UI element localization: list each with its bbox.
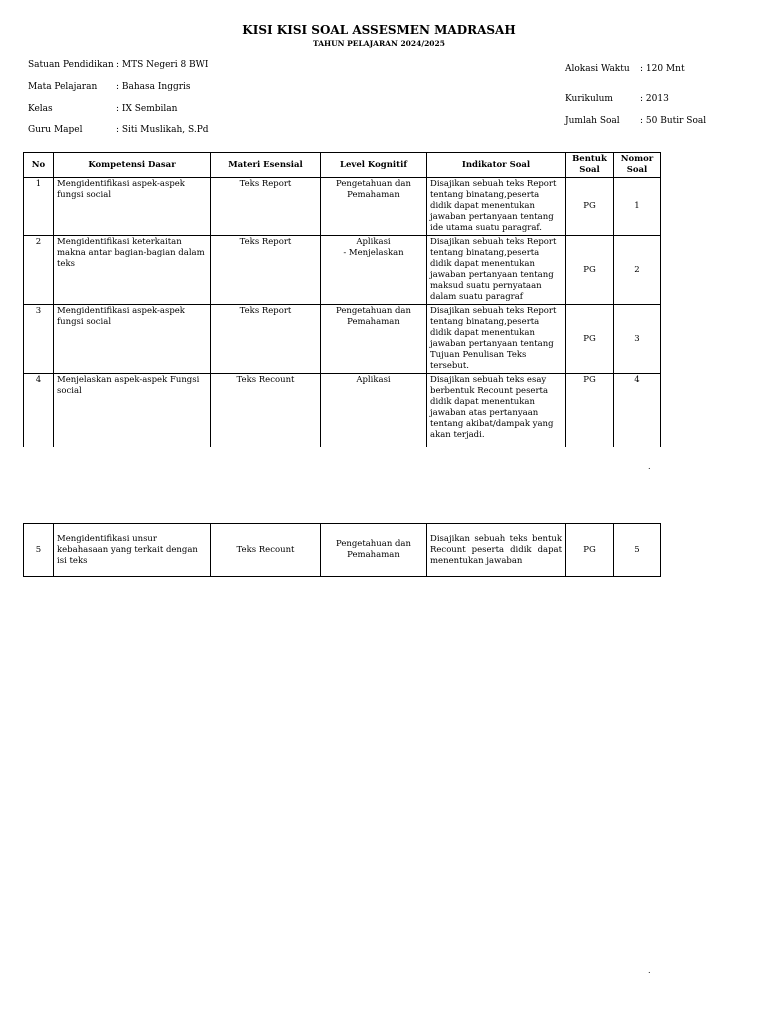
- cell-materi: Teks Recount: [211, 524, 321, 577]
- table-row: [24, 374, 661, 447]
- cell-indikator: Disajikan sebuah teks Report tentang binatang,peserta didik dapat menentukan jawaban pertanyaan tentang Tujuan Penulisan Teks tersebut.: [427, 305, 566, 374]
- column-header: Nomor Soal: [614, 153, 661, 178]
- document-subtitle: TAHUN PELAJARAN 2024/2025: [313, 39, 445, 48]
- info-label: Jumlah Soal: [565, 116, 620, 126]
- stray-mark: .: [648, 462, 651, 471]
- cell-bentuk: PG: [566, 305, 614, 374]
- column-header: Level Kognitif: [321, 153, 427, 178]
- table-row: [24, 524, 661, 577]
- cell-indikator: Disajikan sebuah teks bentuk Recount peserta didik dapat menentukan jawaban: [427, 524, 566, 577]
- info-value: : Siti Muslikah, S.Pd: [116, 125, 209, 135]
- column-header: Materi Esensial: [211, 153, 321, 178]
- table-row: [24, 305, 661, 374]
- info-value: : Bahasa Inggris: [116, 82, 191, 92]
- cell-no: 4: [24, 374, 54, 447]
- info-value: : 50 Butir Soal: [640, 116, 707, 126]
- table-row: [24, 236, 661, 305]
- info-value: : MTS Negeri 8 BWI: [116, 60, 209, 70]
- column-header: Indikator Soal: [427, 153, 566, 178]
- kisi-kisi-table: [23, 152, 661, 447]
- cell-level: Aplikasi - Menjelaskan: [321, 236, 427, 305]
- column-header: No: [24, 153, 54, 178]
- cell-level: Pengetahuan dan Pemahaman: [321, 305, 427, 374]
- cell-materi: Teks Report: [211, 178, 321, 236]
- cell-bentuk: PG: [566, 374, 614, 447]
- cell-bentuk: PG: [566, 236, 614, 305]
- info-right: [565, 64, 755, 134]
- table-header-row: [24, 153, 661, 178]
- column-header: Kompetensi Dasar: [54, 153, 211, 178]
- cell-nomor: 2: [614, 236, 661, 305]
- cell-indikator: Disajikan sebuah teks esay berbentuk Recount peserta didik dapat menentukan jawaban atas pertanyaan tentang akibat/dampak yang akan terjadi.: [427, 374, 566, 447]
- info-value: : 2013: [640, 94, 669, 104]
- cell-kompetensi: Menjelaskan aspek-aspek Fungsi social: [54, 374, 211, 447]
- info-left: [28, 60, 288, 140]
- column-header: Bentuk Soal: [566, 153, 614, 178]
- info-label: Satuan Pendidikan: [28, 60, 114, 70]
- cell-level: Pengetahuan dan Pemahaman: [321, 178, 427, 236]
- cell-materi: Teks Recount: [211, 374, 321, 447]
- info-label: Mata Pelajaran: [28, 82, 98, 92]
- cell-no: 2: [24, 236, 54, 305]
- info-value: : IX Sembilan: [116, 104, 178, 114]
- info-label: Guru Mapel: [28, 125, 83, 135]
- info-label: Kelas: [28, 104, 53, 114]
- cell-materi: Teks Report: [211, 305, 321, 374]
- cell-indikator: Disajikan sebuah teks Report tentang binatang,peserta didik dapat menentukan jawaban pertanyaan tentang ide utama suatu paragraf.: [427, 178, 566, 236]
- cell-kompetensi: Mengidentifikasi keterkaitan makna antar bagian-bagian dalam teks: [54, 236, 211, 305]
- cell-nomor: 1: [614, 178, 661, 236]
- info-value: : 120 Mnt: [640, 64, 685, 74]
- cell-level: Aplikasi: [321, 374, 427, 447]
- cell-bentuk: PG: [566, 178, 614, 236]
- cell-kompetensi: Mengidentifikasi aspek-aspek fungsi social: [54, 178, 211, 236]
- cell-bentuk: PG: [566, 524, 614, 577]
- cell-no: 5: [24, 524, 54, 577]
- cell-nomor: 3: [614, 305, 661, 374]
- cell-nomor: 5: [614, 524, 661, 577]
- cell-no: 3: [24, 305, 54, 374]
- cell-kompetensi: Mengidentifikasi unsur kebahasaan yang terkait dengan isi teks: [54, 524, 211, 577]
- cell-kompetensi: Mengidentifikasi aspek-aspek fungsi social: [54, 305, 211, 374]
- cell-materi: Teks Report: [211, 236, 321, 305]
- document-title: KISI KISI SOAL ASSESMEN MADRASAH: [242, 23, 516, 37]
- cell-indikator: Disajikan sebuah teks Report tentang binatang,peserta didik dapat menentukan jawaban pertanyaan tentang maksud suatu pernyataan dalam suatu paragraf: [427, 236, 566, 305]
- info-label: Alokasi Waktu: [565, 64, 630, 74]
- cell-no: 1: [24, 178, 54, 236]
- cell-level: Pengetahuan dan Pemahaman: [321, 524, 427, 577]
- info-label: Kurikulum: [565, 94, 613, 104]
- stray-mark: .: [648, 966, 651, 975]
- table-row: [24, 178, 661, 236]
- kisi-kisi-table-continued: [23, 523, 661, 577]
- cell-nomor: 4: [614, 374, 661, 447]
